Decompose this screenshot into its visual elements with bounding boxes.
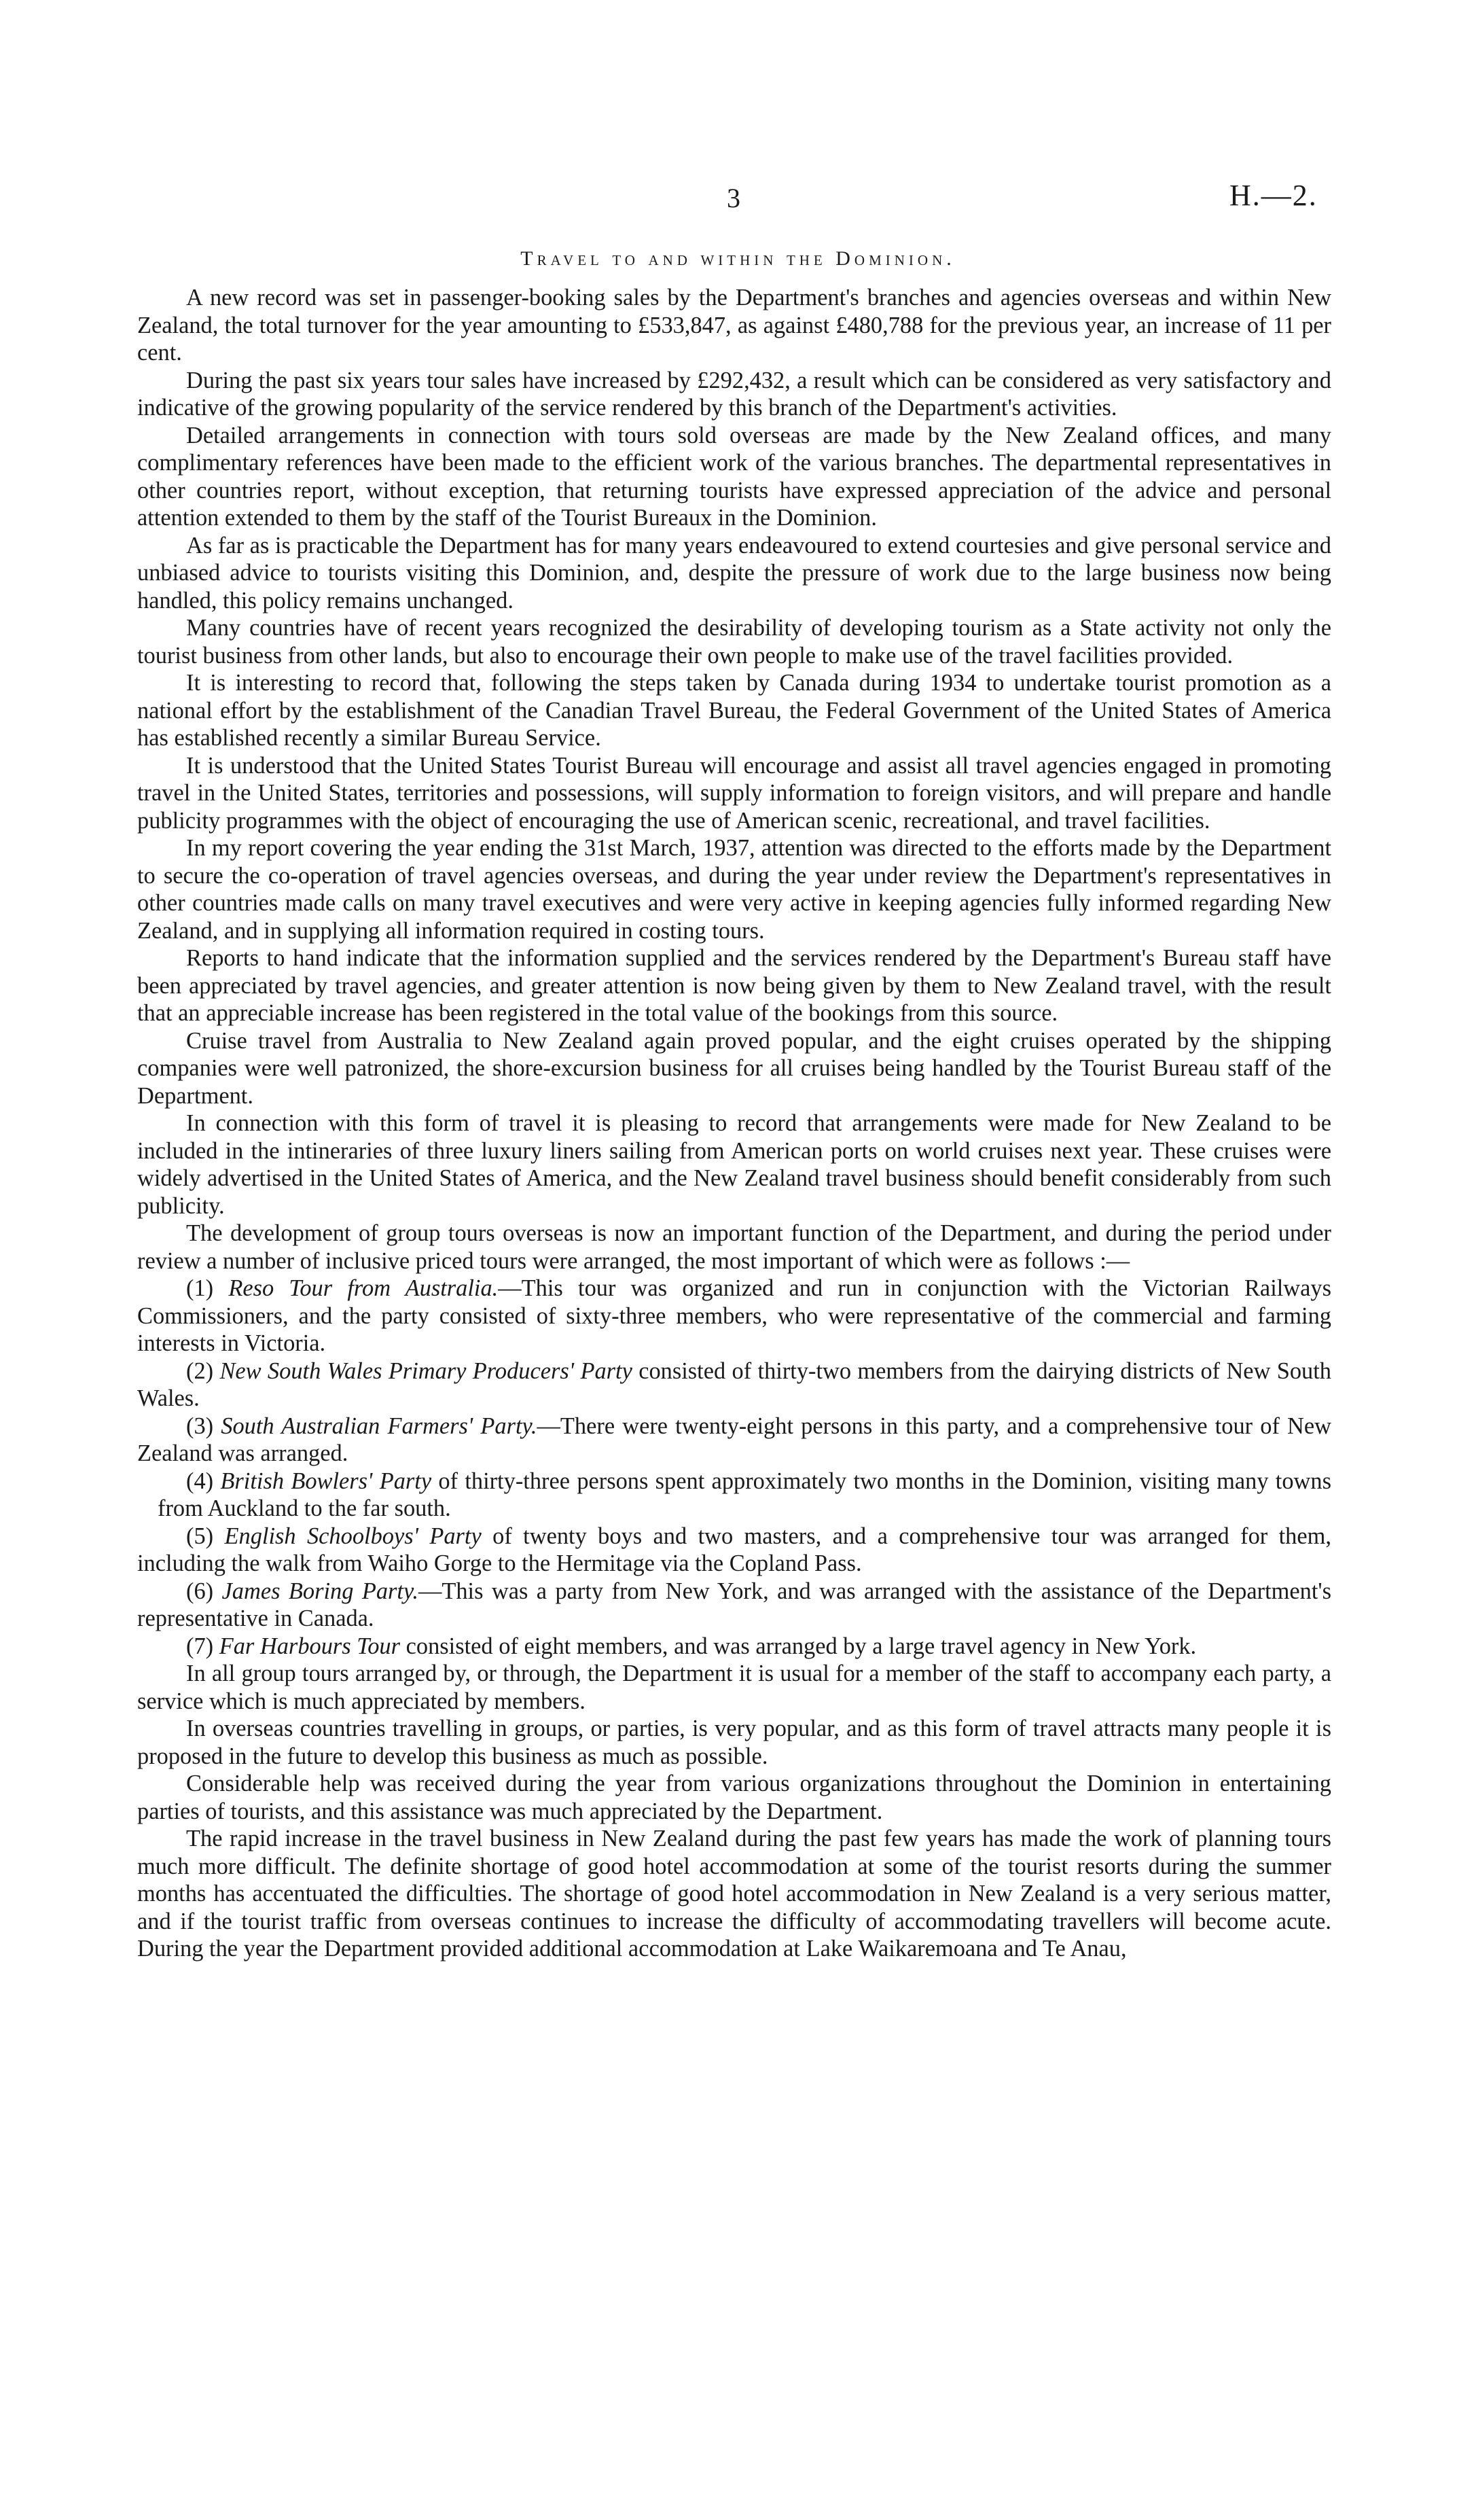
tour-item — [137, 1468, 1331, 1523]
tour-number: (1) — [186, 1275, 214, 1301]
tour-item — [137, 1523, 1331, 1578]
paragraph-7: It is understood that the United States Tourist Bureau will encourage and assist all travel agencies engaged in promoting travel in the United States, territories and possessions, will supply information to foreign visitors, and will prepare and handle publicity programmes with the object of encouraging the use of American scenic, recreational, and travel facilities. — [137, 752, 1331, 834]
tour-description: —This tour was organized and run in conjunction with the Victorian Railways Commissioners, and the party consisted of sixty-three members, who were representative of the commercial and farming interests in Victoria. — [137, 1275, 1331, 1356]
tour-name: South Australian Farmers' Party. — [221, 1413, 537, 1439]
tour-name: James Boring Party. — [221, 1578, 418, 1604]
page-number: 3 — [727, 183, 740, 213]
tour-description: consisted of thirty-two members from the dairying districts of New South Wales. — [137, 1357, 1332, 1411]
paragraph-2: During the past six years tour sales have increased by £292,432, a result which can be considered as very satisfactory and indicative of the growing popularity of the service rendered by this branch of the Department's activities. — [137, 367, 1331, 421]
paragraph-8: In my report covering the year ending the 31st March, 1937, attention was directed to the efforts made by the Department to secure the co-operation of travel agencies overseas, and during the year under review the Department's representatives in other countries made calls on many travel executives and were very active in keeping agencies fully informed regarding New Zealand, and in supplying all information required in costing tours. — [137, 835, 1331, 944]
paragraph-5: Many countries have of recent years recognized the desirability of developing tourism as a State activity not only the tourist business from other lands, but also to encourage their own people to make use of the travel facilities provided. — [137, 615, 1331, 669]
paragraph-4: As far as is practicable the Department has for many years endeavoured to extend courtesies and give personal service and unbiased advice to tourists visiting this Dominion, and, despite the pressure of work due to the large business now being handled, this policy remains unchanged. — [137, 532, 1331, 614]
closing-paragraph-1: In all group tours arranged by, or through, the Department it is usual for a member of the staff to accompany each party, a service which is much appreciated by members. — [137, 1661, 1331, 1714]
tour-description: of twenty boys and two masters, and a comprehensive tour was arranged for them, including the walk from Waiho Gorge to the Hermitage via the Copland Pass. — [137, 1523, 1331, 1576]
tour-description: —There were twenty-eight persons in this party, and a comprehensive tour of New Zealand was arranged. — [137, 1413, 1331, 1466]
paragraph-9: Reports to hand indicate that the information supplied and the services rendered by the Department's Bureau staff have been appreciated by travel agencies, and greater attention is now being given by them to New Zealand travel, with the result that an appreciable increase has been registered in the total value of the bookings from this source. — [137, 945, 1331, 1026]
document-reference: H.—2. — [1229, 179, 1318, 212]
tour-name: Reso Tour from Australia. — [228, 1275, 499, 1301]
tour-number: (6) — [186, 1578, 214, 1604]
paragraph-6: It is interesting to record that, following the steps taken by Canada during 1934 to undertake tourist promotion as a national effort by the establishment of the Canadian Travel Bureau, the Federal Government of the United States of America has established recently a similar Bureau Service. — [137, 670, 1331, 751]
tour-name: Far Harbours Tour — [219, 1633, 401, 1659]
paragraph-10: Cruise travel from Australia to New Zealand again proved popular, and the eight cruises operated by the shipping companies were well patronized, the shore-excursion business for all cruises being handled by the Tourist Bureau staff of the Department. — [137, 1027, 1331, 1109]
body-text — [137, 284, 1331, 1963]
closing-paragraph-4: The rapid increase in the travel business in New Zealand during the past few years has made the work of planning tours much more difficult. The definite shortage of good hotel accommodation at some of the tourist resorts during the summer months has accentuated the difficulties. The shortage of good hotel accommodation in New Zealand is a very serious matter, and if the tourist traffic from overseas continues to increase the difficulty of accommodating travellers will become acute. During the year the Department provided additional accommodation at Lake Waikaremoana and Te Anau, — [137, 1826, 1331, 1962]
tour-description: —This was a party from New York, and was arranged with the assistance of the Department's representative in Canada. — [137, 1578, 1331, 1631]
section-title: Travel to and within the Dominion. — [520, 247, 956, 270]
tour-number: (2) — [186, 1357, 214, 1384]
tour-name: English Schoolboys' Party — [224, 1523, 482, 1549]
closing-paragraph-3: Considerable help was received during the year from various organizations throughout the Dominion in entertaining parties of tourists, and this assistance was much appreciated by the Department. — [137, 1771, 1331, 1824]
tour-item — [137, 1578, 1331, 1633]
tour-item — [137, 1633, 1331, 1661]
paragraph-12: The development of group tours overseas is now an important function of the Department, and during the period under review a number of inclusive priced tours were arranged, the most important of which were as follows :— — [137, 1220, 1331, 1274]
tour-name: New South Wales Primary Producers' Party — [219, 1357, 632, 1384]
tour-item — [137, 1357, 1331, 1413]
tour-item — [137, 1413, 1331, 1468]
tour-name: British Bowlers' Party — [220, 1468, 432, 1494]
paragraph-3: Detailed arrangements in connection with tours sold overseas are made by the New Zealand offices, and many complimentary references have been made to the efficient work of the various branches. The departmental representatives in other countries report, without exception, that returning tourists have expressed appreciation of the advice and personal attention extended to them by the staff of the Tourist Bureaux in the Dominion. — [137, 422, 1331, 531]
tour-number: (7) — [186, 1633, 214, 1659]
tour-number: (4) — [186, 1468, 214, 1494]
paragraph-11: In connection with this form of travel it is pleasing to record that arrangements were made for New Zealand to be included in the intineraries of three luxury liners sailing from American ports on world cruises next year. These cruises were widely advertised in the United States of America, and the New Zealand travel business should benefit considerably from such publicity. — [137, 1110, 1331, 1219]
closing-paragraph-2: In overseas countries travelling in groups, or parties, is very popular, and as this form of travel attracts many people it is proposed in the future to develop this business as much as possible. — [137, 1716, 1331, 1769]
tour-number: (5) — [186, 1523, 214, 1549]
tour-item — [137, 1275, 1331, 1357]
tour-description: consisted of eight members, and was arranged by a large travel agency in New York. — [400, 1633, 1197, 1659]
paragraph-1: A new record was set in passenger-booking sales by the Department's branches and agencies overseas and within New Zealand, the total turnover for the year amounting to £533,847, as against £480,788 for the previous year, an increase of 11 per cent. — [137, 285, 1331, 366]
tour-description: of thirty-three persons spent approximately two months in the Dominion, visiting many towns from Auckland to the far south. — [158, 1468, 1331, 1521]
tour-number: (3) — [186, 1413, 214, 1439]
